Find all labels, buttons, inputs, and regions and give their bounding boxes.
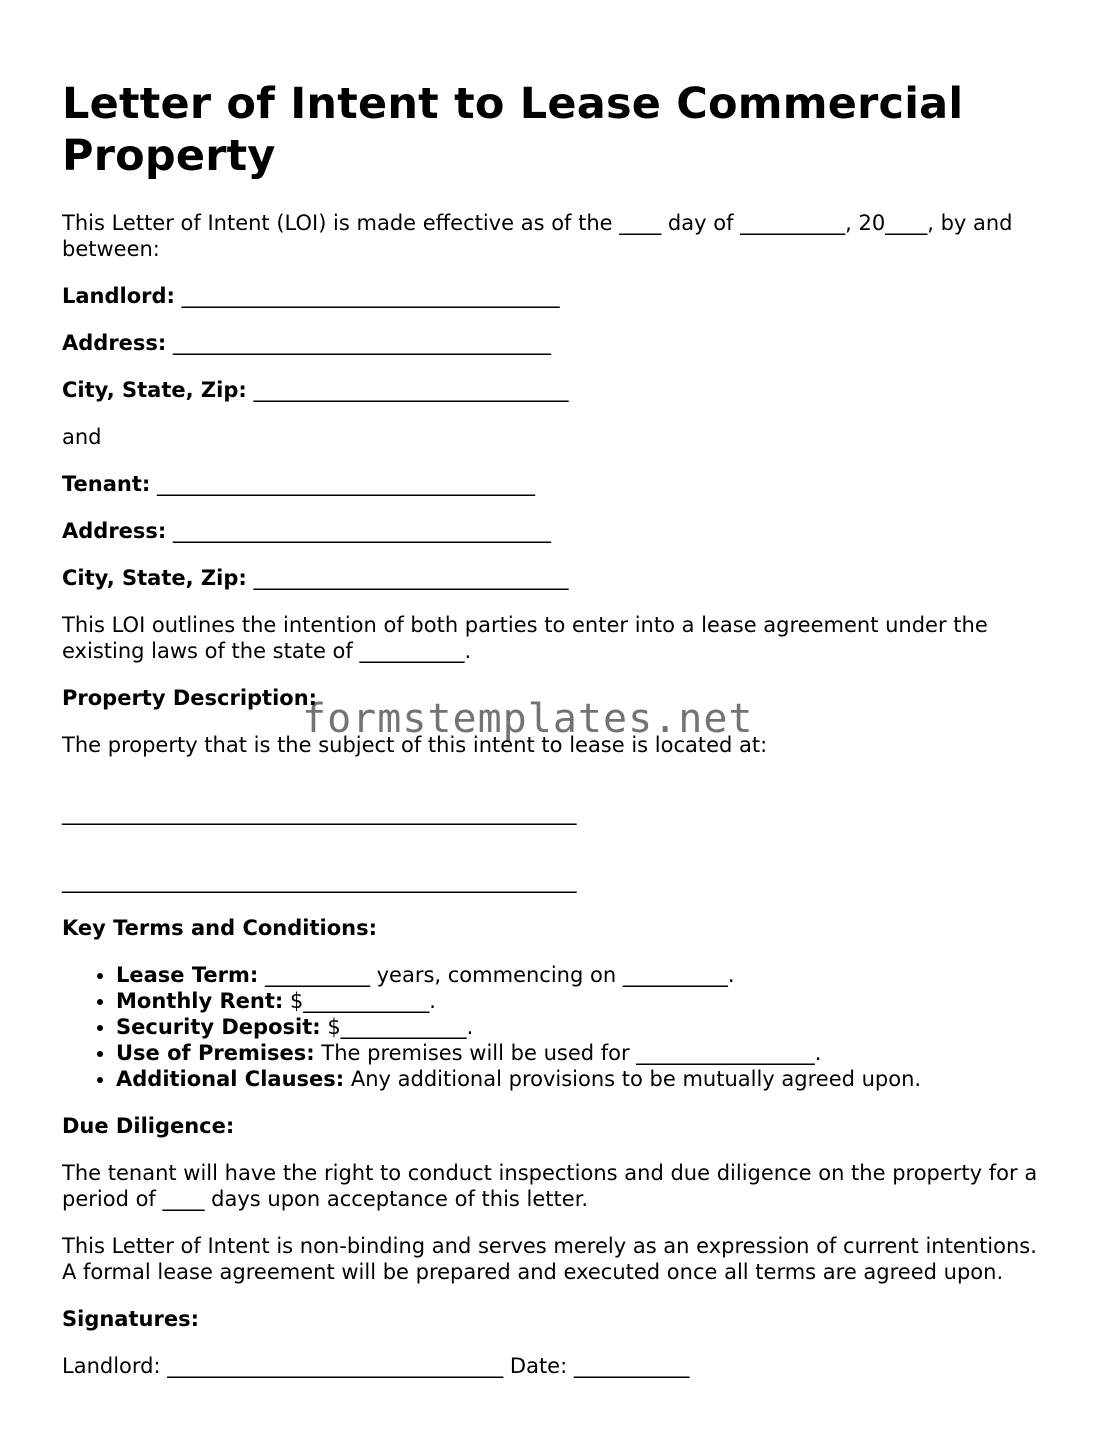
landlord-name-blank[interactable]: ____________________________________ <box>181 284 560 308</box>
tenant-city-line <box>62 565 1052 591</box>
tenant-city-label: City, State, Zip: <box>62 566 247 590</box>
property-description-heading: Property Description: <box>62 686 318 710</box>
landlord-city-label: City, State, Zip: <box>62 378 247 402</box>
due-diligence-text: The tenant will have the right to conduct inspections and due diligence on the property for a period of ____ days upon acceptance of this letter. <box>62 1161 1038 1211</box>
intro-paragraph: This Letter of Intent (LOI) is made effective as of the ____ day of __________, 20____, by and between: <box>62 211 1013 261</box>
list-item <box>116 1040 1052 1066</box>
due-diligence-heading: Due Diligence: <box>62 1114 235 1138</box>
monthly-rent-text: $____________. <box>283 989 436 1013</box>
tenant-address-line <box>62 518 1052 544</box>
lease-term-label: Lease Term: <box>116 963 259 987</box>
landlord-name-line <box>62 283 1052 309</box>
property-description-text: The property that is the subject of this intent to lease is located at: <box>62 733 768 757</box>
key-terms-heading: Key Terms and Conditions: <box>62 916 377 940</box>
lease-term-text: __________ years, commencing on __________. <box>258 963 735 987</box>
list-item <box>116 962 1052 988</box>
use-of-premises-label: Use of Premises: <box>116 1041 315 1065</box>
landlord-name-label: Landlord: <box>62 284 175 308</box>
landlord-address-blank[interactable]: ____________________________________ <box>173 331 552 355</box>
list-item <box>116 1014 1052 1040</box>
landlord-signature-line[interactable]: Landlord: ________________________________ Date: ___________ <box>62 1354 690 1378</box>
tenant-address-blank[interactable]: ____________________________________ <box>173 519 552 543</box>
tenant-city-blank[interactable]: ______________________________ <box>253 566 569 590</box>
landlord-city-line <box>62 377 1052 403</box>
signatures-heading: Signatures: <box>62 1307 199 1331</box>
security-deposit-label: Security Deposit: <box>116 1015 321 1039</box>
and-text: and <box>62 425 102 449</box>
landlord-address-label: Address: <box>62 331 167 355</box>
security-deposit-text: $____________. <box>320 1015 474 1039</box>
tenant-name-line <box>62 471 1052 497</box>
watermark-text: formstemplates.net <box>302 696 754 742</box>
property-address-line-1[interactable]: _________________________________________________ <box>62 801 577 825</box>
list-item <box>116 988 1052 1014</box>
key-terms-list <box>62 962 1052 1092</box>
use-of-premises-text: The premises will be used for _________________. <box>314 1041 822 1065</box>
property-address-line-2[interactable]: _________________________________________________ <box>62 869 577 893</box>
additional-clauses-text: Any additional provisions to be mutually agreed upon. <box>344 1067 922 1091</box>
tenant-address-label: Address: <box>62 519 167 543</box>
document-title: Letter of Intent to Lease Commercial Property <box>62 79 964 181</box>
loi-outline-paragraph: This LOI outlines the intention of both parties to enter into a lease agreement under the existing laws of the state of __________. <box>62 613 988 663</box>
list-item <box>116 1066 1052 1092</box>
tenant-name-label: Tenant: <box>62 472 151 496</box>
landlord-city-blank[interactable]: ______________________________ <box>253 378 569 402</box>
landlord-address-line <box>62 330 1052 356</box>
spacer <box>62 847 1052 868</box>
non-binding-paragraph: This Letter of Intent is non-binding and serves merely as an expression of current intentions. A formal lease agreement will be prepared and executed once all terms are agreed upon. <box>62 1234 1037 1284</box>
additional-clauses-label: Additional Clauses: <box>116 1067 345 1091</box>
tenant-name-blank[interactable]: ____________________________________ <box>156 472 535 496</box>
monthly-rent-label: Monthly Rent: <box>116 989 284 1013</box>
spacer <box>62 779 1052 800</box>
